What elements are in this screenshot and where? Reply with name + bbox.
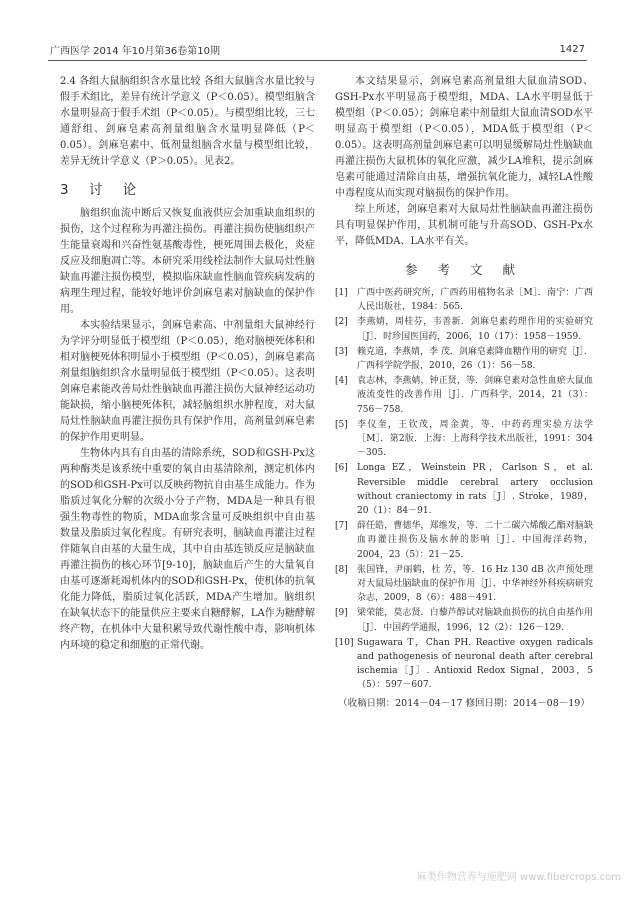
site-watermark: 麻类作物营养与施肥网 www.fibercrops.com	[416, 872, 621, 883]
reference-number: [10]	[335, 637, 354, 648]
reference-item	[335, 315, 593, 343]
received-revised-dates: （收稿日期：2014－04－17 修回日期：2014－08－19）	[338, 697, 590, 709]
conclusion-paragraph: 综上所述，剑麻皂素对大鼠局灶性脑缺血再灌注损伤具有明显保护作用，其机制可能与升高SOD、GSH-Px水平，降低MDA、LA水平有关。	[335, 204, 593, 247]
references-title: 参 考 文 献	[405, 262, 523, 277]
section-title-discussion: 3 讨 论	[60, 182, 145, 198]
discussion-paragraph: 生物体内具有自由基的清除系统，SOD和GSH-Px这两种酶类是该系统中重要的氧自由基清除剂，测定机体内的SOD和GSH-Px可以反映药物抗自由基生成能力。作为脂质过氧化分解的次级小分子产物，MDA是一种具有很强生物毒性的物质，MDA血浆含量可反映组织中自由基数量及脂质过氧化程度。有研究表明，脑缺血再灌注过程伴随氧自由基的大量生成，其中自由基连锁反应是脑缺血再灌注损伤的核心环节[9-10]，脑缺血后产生的大量氧自由基可逐渐耗竭机体内的SOD和GSH-Px，使机体的抗氧化能力降低，脂质过氧化活跃，MDA产生增加。脑组织在缺氧状态下的能量供应主要来自糖酵解，LA作为糖酵解终产物，在机体中大量积累导致代谢性酸中毒，影响机体内环境的稳定和细胞的正常代谢。	[60, 448, 315, 651]
reference-text: 李燕婧，周桂芬，韦善新．剑麻皂素药理作用的实验研究［J］．时珍国医国药，2006，10（17）：1958－1959.	[357, 317, 593, 342]
reference-text: Sugawara T，Chan PH. Reactive oxygen radicals and pathogenesis of neuronal death after cerebral ischemia［J］. Antioxid Redox Signal，2003，5（5）：597－607.	[357, 637, 593, 691]
reference-text: 梁荣能，莫志贤．白藜芦醇试对脑缺血损伤的抗自由基作用［J］．中国药学通报，1996，12（2）：126－129.	[357, 608, 593, 633]
reference-number: [3]	[335, 346, 348, 357]
reference-number: [4]	[335, 376, 348, 387]
page-number: 1427	[559, 44, 585, 55]
reference-item	[335, 418, 593, 461]
reference-text: 袁志林，李燕婧，钟正贤，等．剑麻皂素对急性血瘀大鼠血液流变性的改善作用［J］．广西科学，2014，21（3）：756－758.	[357, 376, 593, 415]
reference-number: [1]	[335, 288, 348, 298]
reference-item	[335, 636, 593, 693]
reference-number: [2]	[335, 317, 348, 328]
reference-item	[335, 563, 593, 606]
reference-text: 李仪奎，王钦茂，周金黄，等．中药药理实验方法学［M］．第2版．上海：上海科学技术出版社，1991：304－305.	[357, 419, 593, 459]
discussion-paragraph: 本文结果显示，剑麻皂素高剂量组大鼠血清SOD、GSH-Px水平明显高于模型组，MDA、LA水平明显低于模型组（P＜0.05）；剑麻皂素中剂量组大鼠血清SOD水平明显高于模型组（P＜0.05），MDA低于模型组（P＜0.05）。这表明高剂量剑麻皂素可以明显缓解局灶性脑缺血再灌注损伤大鼠机体的氧化应激，减少LA堆积，提示剑麻皂素可能通过清除自由基，增强抗氧化能力，减轻LA性酸中毒程度从而实现对脑损伤的保护作用。	[335, 76, 593, 199]
reference-number: [7]	[335, 521, 348, 532]
journal-info: 广西医学 2014 年10月第36卷第10期	[50, 46, 220, 57]
result-paragraph-2-4: 2.4 各组大鼠脑组织含水量比较 各组大鼠脑含水量比较与假手术组比，差异有统计学意义（P＜0.05）。模型组脑含水量明显高于假手术组（P＜0.05）。与模型组比较，三七通舒组、剑麻皂素高剂量组脑含水量明显降低（P＜0.05）。剑麻皂素中、低剂量组脑含水量与模型组比较，差异无统计学意义（P＞0.05）。见表2。	[60, 76, 315, 167]
reference-item	[335, 519, 593, 562]
reference-item	[335, 374, 593, 417]
reference-item	[335, 461, 593, 518]
reference-item	[335, 345, 593, 373]
right-column	[335, 74, 593, 709]
reference-list	[335, 286, 593, 693]
reference-number: [6]	[335, 463, 348, 474]
left-column	[60, 74, 315, 654]
reference-number: [9]	[335, 608, 348, 619]
discussion-paragraph: 本实验结果显示，剑麻皂素高、中剂量组大鼠神经行为学评分明显低于模型组（P＜0.05），绝对脑梗死体积和相对脑梗死体积明显小于模型组（P＜0.05），剑麻皂素高剂量组脑组织含水量明显低于模型组（P＜0.05）。这表明剑麻皂素能改善局灶性脑缺血再灌注损伤大鼠神经运动功能缺损，缩小脑梗死体积，减轻脑组织水肿程度，对大鼠局灶性脑缺血再灌注损伤具有保护作用，高剂量剑麻皂素的保护作用更明显。	[60, 320, 315, 443]
reference-text: 薛任皓，曹德华，郑维发，等．二十二碳六烯酸乙酯对脑缺血再灌注损伤及脑水肿的影响［J］．中国海洋药物，2004，23（5）：21－25.	[357, 521, 593, 560]
reference-text: 张国锋，尹丽鹤，杜 芳，等．16 Hz 130 dB 次声预处理对大鼠局灶脑缺血的保护作用［J］．中华神经外科疾病研究杂志，2009，8（6）：488－491.	[357, 564, 593, 604]
reference-number: [5]	[335, 419, 348, 430]
reference-item	[335, 286, 593, 314]
header-rule	[48, 60, 587, 61]
reference-text: Longa EZ，Weinstein PR，Carlson S，et al. Reversible middle cerebral artery occlusion without craniectomy in rats［J］. Stroke，1989，20（1）：84－91.	[357, 463, 593, 517]
reference-text: 广西中医药研究所，广西药用植物名录［M］．南宁：广西人民出版社，1984：565.	[357, 288, 593, 313]
running-head	[50, 42, 585, 57]
discussion-paragraph: 脑组织血流中断后又恢复血液供应会加重缺血组织的损伤，这个过程称为再灌注损伤。再灌注损伤使脑组织产生能量衰竭和兴奋性氨基酸毒性，梗死周围去极化，炎症反应及细胞凋亡等。本研究采用线栓法制作大鼠局灶性脑缺血再灌注损伤模型，模拟临床缺血性脑血管疾病发病的病理生理过程，能较好地评价剑麻皂素对脑缺血的保护作用。	[60, 208, 315, 315]
reference-text: 赖克道，李燕婧，李 茂．剑麻皂素降血糖作用的研究［J］．广西科学院学报，2010，26（1）：56－58.	[357, 346, 593, 372]
reference-item	[335, 606, 593, 634]
reference-number: [8]	[335, 564, 348, 575]
